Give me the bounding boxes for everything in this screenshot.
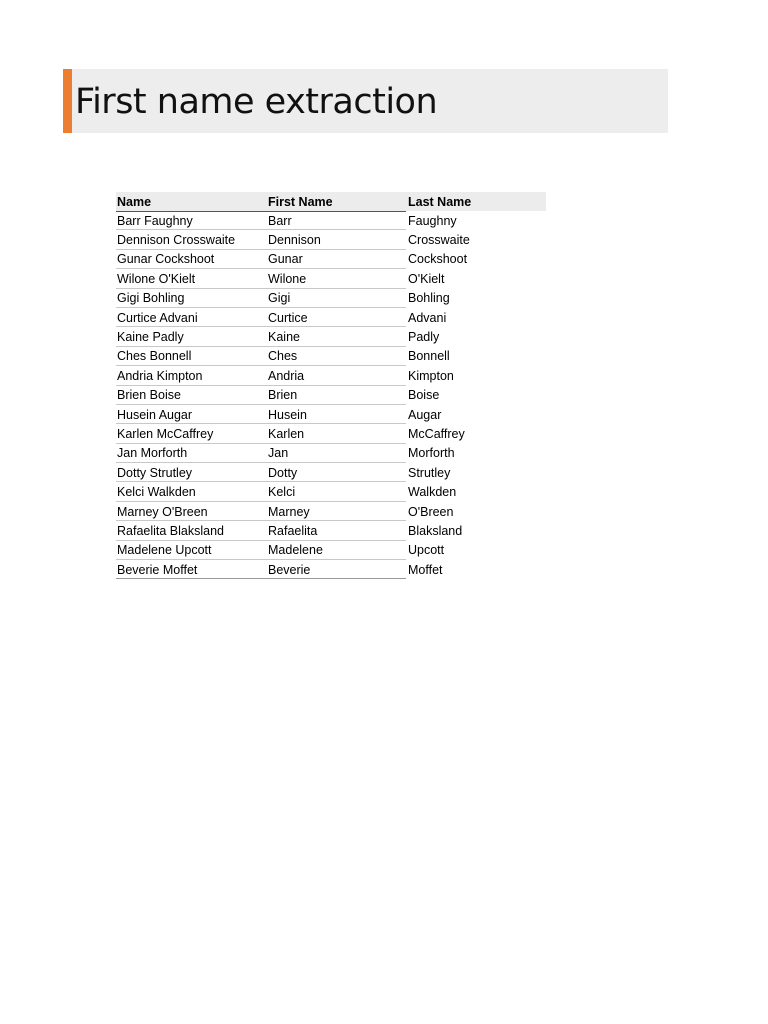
cell-last-name: Bonnell — [408, 349, 450, 364]
table-row — [116, 327, 546, 346]
cell-first-name: Husein — [268, 407, 307, 422]
cell-last-name: Bohling — [408, 291, 450, 306]
cell-full-name: Kaine Padly — [117, 330, 184, 345]
cell-last-name: Augar — [408, 407, 442, 422]
cell-full-name: Jan Morforth — [117, 446, 188, 461]
cell-full-name: Karlen McCaffrey — [117, 426, 214, 441]
cell-full-name: Beverie Moffet — [117, 562, 198, 577]
table-row — [116, 366, 546, 385]
cell-first-name: Dotty — [268, 465, 298, 480]
table-header-row — [116, 192, 546, 211]
table-body — [116, 211, 546, 579]
table-row — [116, 444, 546, 463]
cell-last-name: Cockshoot — [408, 252, 468, 267]
table-row — [116, 230, 546, 249]
cell-first-name: Wilone — [268, 271, 307, 286]
cell-last-name: Kimpton — [408, 368, 454, 383]
table-row — [116, 560, 546, 579]
cell-last-name: Walkden — [408, 485, 457, 500]
header-last-name: Last Name — [408, 194, 472, 209]
cell-first-name: Andria — [268, 368, 305, 383]
table-row — [116, 502, 546, 521]
cell-full-name: Curtice Advani — [117, 310, 198, 325]
cell-full-name: Dennison Crosswaite — [117, 233, 236, 248]
row-divider — [116, 578, 406, 579]
cell-last-name: Strutley — [408, 465, 451, 480]
cell-first-name: Barr — [268, 213, 292, 228]
cell-first-name: Kaine — [268, 330, 300, 345]
cell-last-name: Advani — [408, 310, 447, 325]
cell-last-name: O'Kielt — [408, 271, 445, 286]
cell-full-name: Andria Kimpton — [117, 368, 203, 383]
table-row — [116, 521, 546, 540]
cell-first-name: Beverie — [268, 562, 311, 577]
cell-last-name: Blaksland — [408, 523, 463, 538]
cell-full-name: Ches Bonnell — [117, 349, 192, 364]
table-row — [116, 541, 546, 560]
cell-full-name: Kelci Walkden — [117, 485, 196, 500]
cell-last-name: Morforth — [408, 446, 455, 461]
cell-full-name: Marney O'Breen — [117, 504, 208, 519]
table-row — [116, 482, 546, 501]
cell-full-name: Husein Augar — [117, 407, 193, 422]
page-title: First name extraction — [75, 82, 438, 122]
cell-full-name: Wilone O'Kielt — [117, 271, 196, 286]
cell-first-name: Madelene — [268, 543, 323, 558]
cell-first-name: Karlen — [268, 426, 305, 441]
cell-last-name: McCaffrey — [408, 426, 465, 441]
cell-last-name: Padly — [408, 330, 440, 345]
cell-full-name: Madelene Upcott — [117, 543, 212, 558]
cell-full-name: Rafaelita Blaksland — [117, 523, 225, 538]
cell-first-name: Marney — [268, 504, 310, 519]
header-first-name: First Name — [268, 194, 333, 209]
names-table — [116, 192, 546, 579]
cell-first-name: Kelci — [268, 485, 296, 500]
cell-full-name: Gunar Cockshoot — [117, 252, 215, 267]
cell-first-name: Jan — [268, 446, 289, 461]
cell-last-name: Faughny — [408, 213, 457, 228]
cell-first-name: Rafaelita — [268, 523, 318, 538]
table-row — [116, 386, 546, 405]
cell-full-name: Gigi Bohling — [117, 291, 185, 306]
table-row — [116, 405, 546, 424]
cell-full-name: Brien Boise — [117, 388, 181, 403]
table-row — [116, 308, 546, 327]
cell-last-name: O'Breen — [408, 504, 454, 519]
cell-last-name: Boise — [408, 388, 440, 403]
cell-first-name: Ches — [268, 349, 298, 364]
cell-first-name: Gunar — [268, 252, 303, 267]
cell-first-name: Gigi — [268, 291, 291, 306]
title-banner — [63, 69, 668, 133]
table-row — [116, 424, 546, 443]
cell-last-name: Moffet — [408, 562, 443, 577]
title-accent-bar — [63, 69, 72, 133]
table-row — [116, 269, 546, 288]
cell-first-name: Brien — [268, 388, 298, 403]
table-row — [116, 347, 546, 366]
cell-full-name: Dotty Strutley — [117, 465, 193, 480]
table-row — [116, 289, 546, 308]
cell-last-name: Crosswaite — [408, 233, 470, 248]
header-name: Name — [117, 194, 152, 209]
table-row — [116, 211, 546, 230]
cell-full-name: Barr Faughny — [117, 213, 193, 228]
table-row — [116, 250, 546, 269]
cell-first-name: Curtice — [268, 310, 308, 325]
cell-last-name: Upcott — [408, 543, 445, 558]
table-row — [116, 463, 546, 482]
cell-first-name: Dennison — [268, 233, 321, 248]
